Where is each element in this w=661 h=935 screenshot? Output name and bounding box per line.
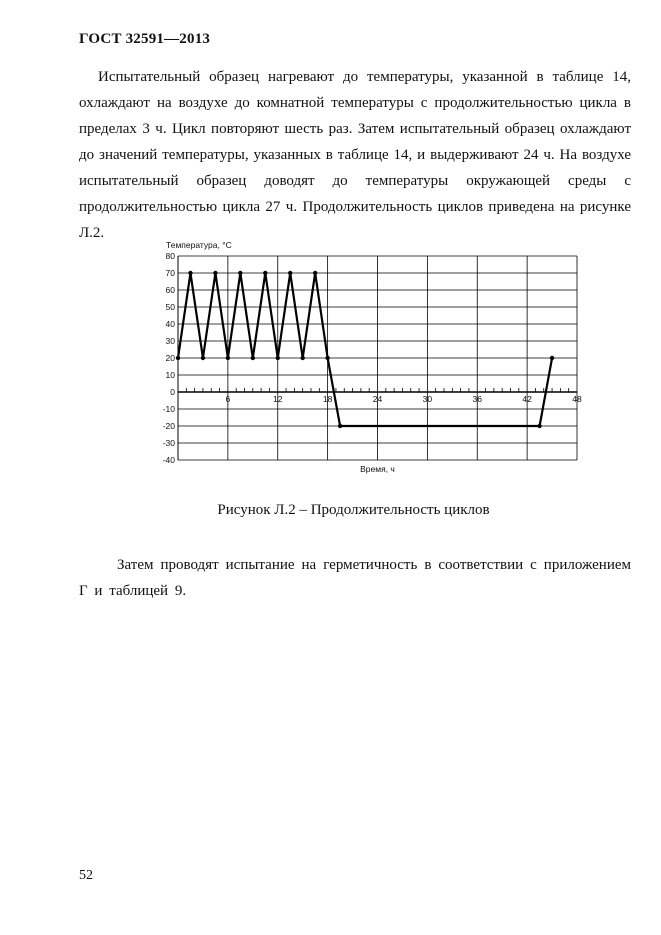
y-tick-label-3: -10 bbox=[162, 404, 175, 414]
paragraph-leak-test: Затем проводят испытание на герметичность в соответствии с приложением Г и таблицей 9. bbox=[79, 557, 631, 599]
y-tick-label-2: -20 bbox=[162, 421, 175, 431]
data-point-1 bbox=[188, 271, 192, 275]
x-tick-label-6: 42 bbox=[522, 394, 532, 404]
y-tick-label-8: 40 bbox=[165, 319, 175, 329]
data-point-5 bbox=[238, 271, 242, 275]
y-tick-label-6: 20 bbox=[165, 353, 175, 363]
y-tick-label-0: -40 bbox=[162, 455, 175, 465]
y-tick-label-12: 80 bbox=[165, 251, 175, 261]
page-number: 52 bbox=[79, 868, 93, 883]
data-point-10 bbox=[300, 356, 304, 360]
x-tick-label-5: 36 bbox=[472, 394, 482, 404]
x-tick-label-0: 6 bbox=[225, 394, 231, 404]
y-tick-label-5: 10 bbox=[165, 370, 175, 380]
data-point-3 bbox=[213, 271, 217, 275]
figure-caption: Рисунок Л.2 – Продолжительность циклов bbox=[217, 502, 490, 518]
y-tick-label-1: -30 bbox=[162, 438, 175, 448]
x-tick-label-3: 24 bbox=[372, 394, 383, 404]
data-point-0 bbox=[176, 356, 180, 360]
data-point-12 bbox=[325, 356, 329, 360]
y-tick-label-9: 50 bbox=[165, 302, 175, 312]
data-point-8 bbox=[276, 356, 280, 360]
x-tick-label-2: 18 bbox=[322, 394, 333, 404]
y-tick-label-7: 30 bbox=[165, 336, 175, 346]
paragraph-cycle-description: Испытательный образец нагревают до температуры, указанной в таблице 14, охлаждают на воздухе до комнатной температуры с продолжительностью цикла в пределах 3 ч. Цикл повторяют шесть раз. Затем испытательный образец охлаждают до значений температуры, указанных в таблице 14, и выдерживают 24 ч. На воздухе испытательный образец доводят до температуры окружающей среды с продолжительностью цикла 27 ч. Продолжительность циклов приведена на рисунке Л.2. bbox=[79, 69, 631, 241]
series-line-0 bbox=[178, 273, 552, 426]
y-axis-title: Температура, °С bbox=[166, 240, 232, 250]
y-tick-label-11: 70 bbox=[165, 268, 175, 278]
data-point-11 bbox=[313, 271, 317, 275]
document-header: ГОСТ 32591—2013 bbox=[79, 31, 211, 47]
data-point-4 bbox=[226, 356, 230, 360]
x-tick-label-1: 12 bbox=[273, 394, 283, 404]
chart-canvas bbox=[140, 237, 600, 477]
x-tick-label-4: 30 bbox=[422, 394, 433, 404]
data-point-15 bbox=[550, 356, 554, 360]
temperature-cycle-chart bbox=[140, 237, 600, 477]
x-axis-title: Время, ч bbox=[360, 464, 395, 474]
data-point-14 bbox=[537, 424, 541, 428]
x-tick-label-7: 48 bbox=[572, 394, 582, 404]
data-point-13 bbox=[338, 424, 342, 428]
y-tick-label-10: 60 bbox=[165, 285, 175, 295]
data-point-2 bbox=[201, 356, 205, 360]
y-tick-label-4: 0 bbox=[170, 387, 175, 397]
data-point-9 bbox=[288, 271, 292, 275]
data-point-6 bbox=[251, 356, 255, 360]
data-point-7 bbox=[263, 271, 267, 275]
